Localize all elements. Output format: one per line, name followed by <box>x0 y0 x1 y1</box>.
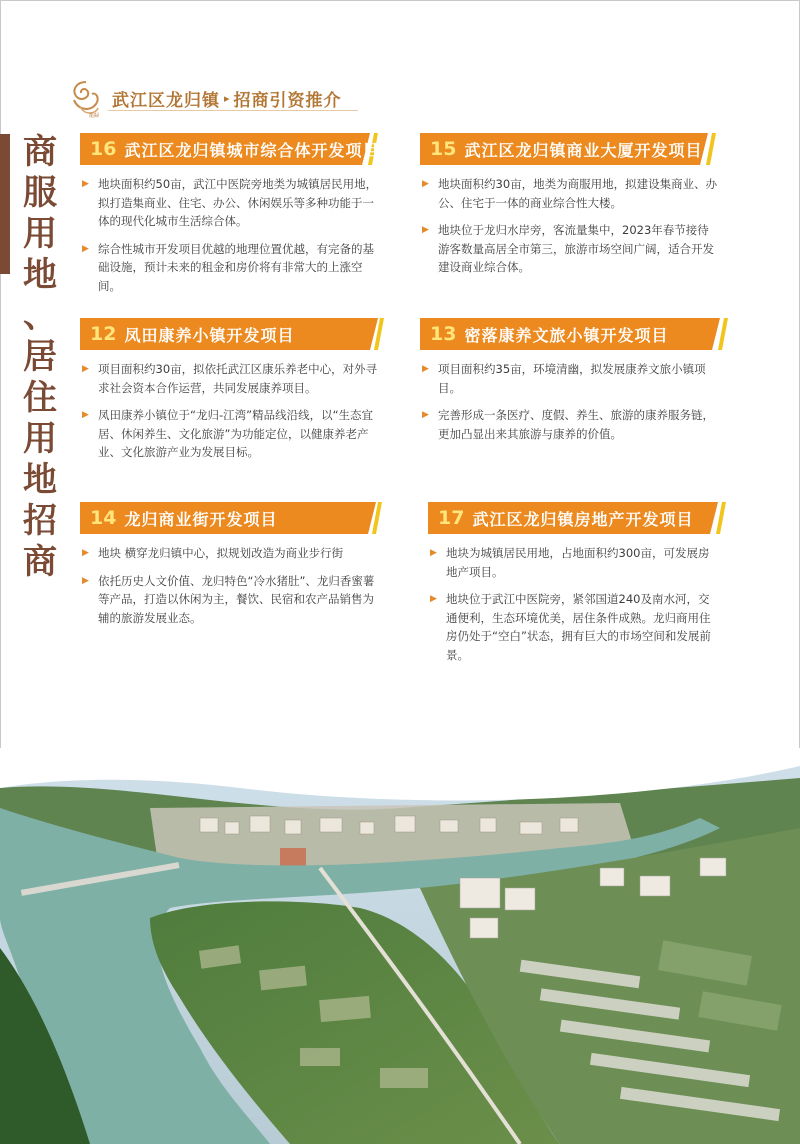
project-bullets <box>80 175 380 295</box>
project-banner <box>428 502 728 534</box>
project-number: 12 <box>90 323 117 345</box>
project-title: 武江区龙归镇城市综合体开发项目 <box>124 140 380 160</box>
project-section-17 <box>428 502 728 673</box>
triangle-right-icon: ▶ <box>422 364 429 374</box>
bullet-text: 项目面积约35亩，环境清幽，拟发展康养文旅小镇项目。 <box>438 362 706 395</box>
project-title: 武江区龙归镇房地产开发项目 <box>472 509 694 529</box>
bullet-item <box>420 175 720 212</box>
logo-icon <box>66 76 106 120</box>
project-banner <box>80 133 380 165</box>
bullet-text: 综合性城市开发项目优越的地理位置优越，有完备的基础设施，预计未来的租金和房价将有非常大的上涨空间。 <box>98 241 374 293</box>
project-title: 密落康养文旅小镇开发项目 <box>464 325 669 345</box>
project-section-14 <box>80 502 380 636</box>
project-section-13 <box>420 318 720 452</box>
side-title-char: 商 <box>23 132 57 172</box>
bullet-text: 地块面积约30亩，地类为商服用地，拟建设集商业、办公、住宅于一体的商业综合性大楼。 <box>438 177 718 210</box>
project-bullets <box>420 360 720 443</box>
bullet-item <box>80 406 380 462</box>
bullet-item <box>428 544 720 581</box>
project-title: 凤田康养小镇开发项目 <box>124 325 295 345</box>
bullet-text: 依托历史人文价值、龙归特色“冷水猪肚”、龙归香蜜薯等产品，打造以休闲为主，餐饮、民宿和农产品销售为辅的旅游发展业态。 <box>98 573 375 625</box>
triangle-right-icon: ▶ <box>82 575 89 586</box>
bullet-item <box>420 360 720 397</box>
triangle-right-icon: ▶ <box>82 364 89 374</box>
triangle-right-icon: ▶ <box>82 548 89 558</box>
bullet-item <box>80 175 380 231</box>
project-number: 17 <box>438 507 465 529</box>
project-section-12 <box>80 318 380 471</box>
aerial-town-photo <box>0 748 800 1144</box>
header <box>66 76 342 120</box>
header-divider <box>108 110 358 111</box>
bullet-text: 地块位于武江中医院旁，紧邻国道240及南水河，交通便利，生态环境优美，居住条件成熟。龙归商用住房仍处于“空白”状态，拥有巨大的市场空间和发展前景。 <box>446 592 711 662</box>
side-title-char: 用 <box>23 214 57 254</box>
project-bullets <box>80 544 380 627</box>
bullet-text: 地块位于龙归水岸旁，客流量集中，2023年春节接待游客数量高居全市第三，旅游市场空间广阔，适合开发建设商业综合体。 <box>438 223 714 274</box>
bullet-item <box>80 544 380 563</box>
project-section-15 <box>420 133 720 286</box>
triangle-right-icon: ▶ <box>430 594 437 604</box>
project-bullets <box>80 360 380 462</box>
triangle-right-icon: ▶ <box>422 179 429 189</box>
project-number: 16 <box>90 138 117 160</box>
svg-text:龍歸: 龍歸 <box>89 113 100 119</box>
bullet-item <box>80 572 380 628</box>
triangle-right-icon: ▶ <box>422 225 429 235</box>
side-title-char: 地 <box>23 255 57 295</box>
bullet-item <box>80 240 380 296</box>
bullet-text: 凤田康养小镇位于“龙归-江湾”精品线沿线，以“生态宜居、休闲养生、文化旅游”为功能定位，以健康养老产业、文化旅游产业为发展目标。 <box>98 408 374 459</box>
project-number: 14 <box>90 507 117 529</box>
project-number: 15 <box>430 138 457 160</box>
side-title-char: 、 <box>23 296 57 336</box>
side-title-char: 服 <box>23 173 57 213</box>
header-separator: ▸ <box>224 91 230 105</box>
triangle-right-icon: ▶ <box>422 410 429 420</box>
side-title-char: 居 <box>23 337 57 377</box>
side-title-char: 用 <box>23 419 57 459</box>
bullet-text: 地块面积约50亩，武江中医院旁地类为城镇居民用地，拟打造集商业、住宅、办公、休闲娱乐等多种功能于一体的现代化城市生活综合体。 <box>98 177 378 228</box>
banner-accent <box>706 133 716 165</box>
side-title-char: 招 <box>23 501 57 541</box>
project-banner <box>80 502 380 534</box>
project-banner <box>420 318 720 350</box>
project-banner <box>80 318 380 350</box>
header-subtitle: 招商引资推介 <box>233 90 342 111</box>
project-title: 龙归商业街开发项目 <box>124 509 278 529</box>
bullet-item <box>420 406 720 443</box>
bullet-item <box>420 221 720 277</box>
bullet-text: 项目面积约30亩，拟依托武江区康乐养老中心，对外寻求社会资本合作运营，共同发展康养项目。 <box>98 362 378 395</box>
banner-accent <box>716 502 726 534</box>
bullet-item <box>80 360 380 397</box>
side-title-char: 地 <box>23 460 57 500</box>
side-title-char: 住 <box>23 378 57 418</box>
side-title <box>18 132 62 583</box>
project-banner <box>420 133 720 165</box>
project-section-16 <box>80 133 380 304</box>
side-accent-bar <box>0 134 10 274</box>
bullet-item <box>428 590 720 664</box>
bullet-text: 地块 横穿龙归镇中心，拟规划改造为商业步行街 <box>98 546 344 560</box>
header-title: 武江区龙归镇 <box>112 90 220 111</box>
side-title-char: 商 <box>23 542 57 582</box>
project-title: 武江区龙归镇商业大厦开发项目 <box>464 140 703 160</box>
project-bullets <box>428 544 720 664</box>
triangle-right-icon: ▶ <box>82 179 89 189</box>
project-number: 13 <box>430 323 457 345</box>
bullet-text: 地块为城镇居民用地，占地面积约300亩，可发展房地产项目。 <box>446 546 710 579</box>
project-bullets <box>420 175 720 277</box>
triangle-right-icon: ▶ <box>82 410 89 420</box>
triangle-right-icon: ▶ <box>430 548 437 558</box>
triangle-right-icon: ▶ <box>82 243 89 254</box>
bullet-text: 完善形成一条医疗、度假、养生、旅游的康养服务链，更加凸显出来其旅游与康养的价值。 <box>438 408 714 441</box>
